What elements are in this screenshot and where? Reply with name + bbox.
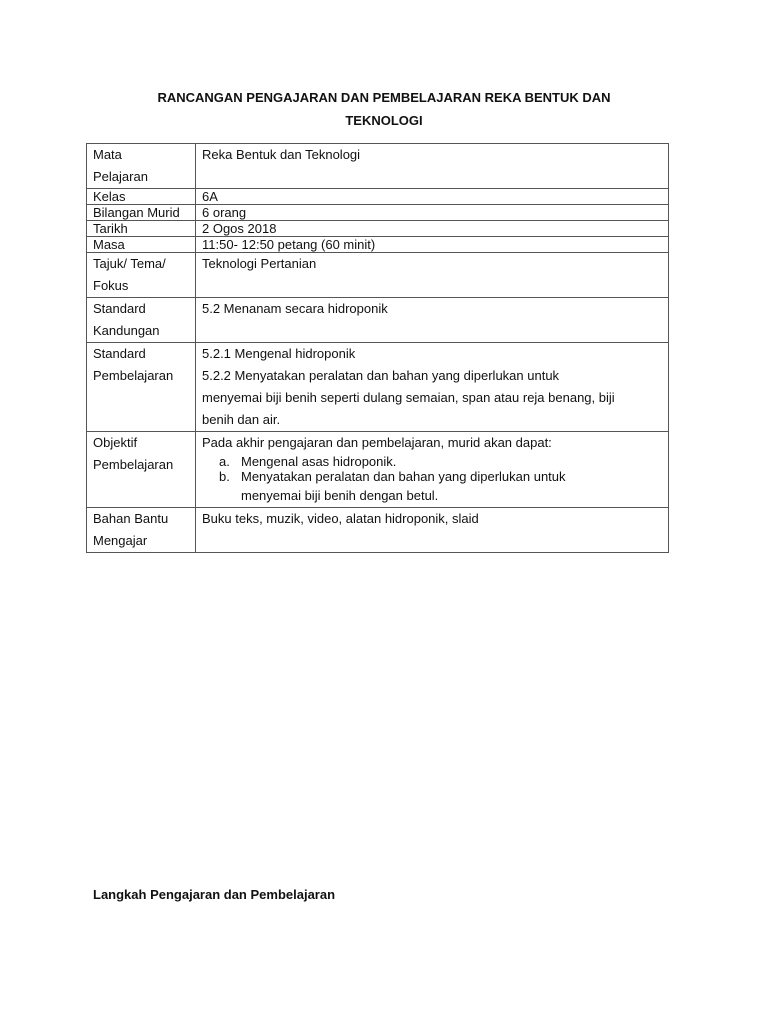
title-line-2: TEKNOLOGI xyxy=(345,113,423,128)
row-tajuk xyxy=(87,253,669,298)
lesson-plan-table xyxy=(86,143,669,553)
section-heading: Langkah Pengajaran dan Pembelajaran xyxy=(93,887,336,902)
label-tarikh: Tarikh xyxy=(87,221,196,237)
row-objektif xyxy=(87,432,669,508)
row-bahan-bantu xyxy=(87,508,669,553)
row-bilangan-murid xyxy=(87,205,669,221)
row-standard-pembelajaran xyxy=(87,343,669,432)
objektif-list xyxy=(202,454,662,484)
document-title xyxy=(96,86,672,132)
value-tarikh: 2 Ogos 2018 xyxy=(196,221,669,237)
value-tajuk: Teknologi Pertanian xyxy=(196,253,669,298)
value-mata-pelajaran: Reka Bentuk dan Teknologi xyxy=(196,144,669,189)
value-bahan-bantu: Buku teks, muzik, video, alatan hidroponik, slaid xyxy=(196,508,669,553)
value-standard-kandungan: 5.2 Menanam secara hidroponik xyxy=(196,298,669,343)
row-mata-pelajaran xyxy=(87,144,669,189)
label-kelas: Kelas xyxy=(87,189,196,205)
row-masa xyxy=(87,237,669,253)
label-mata-pelajaran: Mata Pelajaran xyxy=(87,144,196,189)
label-standard-pembelajaran: Standard Pembelajaran xyxy=(87,343,196,432)
value-bilangan-murid: 6 orang xyxy=(196,205,669,221)
label-bilangan-murid: Bilangan Murid xyxy=(87,205,196,221)
row-kelas xyxy=(87,189,669,205)
title-line-1: RANCANGAN PENGAJARAN DAN PEMBELAJARAN REKA BENTUK DAN xyxy=(157,90,611,105)
value-standard-pembelajaran: 5.2.1 Mengenal hidroponik 5.2.2 Menyatakan peralatan dan bahan yang diperlukan untuk menyemai biji benih seperti dulang semaian, span atau reja benang, biji benih dan air. xyxy=(196,343,669,432)
label-standard-kandungan: Standard Kandungan xyxy=(87,298,196,343)
list-item: a. Mengenal asas hidroponik. xyxy=(219,454,397,469)
row-standard-kandungan xyxy=(87,298,669,343)
objektif-item-b-continued: menyemai biji benih dengan betul. xyxy=(241,488,439,503)
objektif-intro: Pada akhir pengajaran dan pembelajaran, murid akan dapat: xyxy=(202,435,552,450)
value-kelas: 6A xyxy=(196,189,669,205)
list-marker: a. xyxy=(219,454,230,469)
value-objektif xyxy=(196,432,669,508)
list-marker: b. xyxy=(219,469,230,484)
row-tarikh xyxy=(87,221,669,237)
label-masa: Masa xyxy=(87,237,196,253)
label-bahan-bantu: Bahan Bantu Mengajar xyxy=(87,508,196,553)
value-masa: 11:50- 12:50 petang (60 minit) xyxy=(196,237,669,253)
label-objektif: Objektif Pembelajaran xyxy=(87,432,196,508)
list-item: b. Menyatakan peralatan dan bahan yang diperlukan untuk xyxy=(219,469,566,484)
label-tajuk: Tajuk/ Tema/ Fokus xyxy=(87,253,196,298)
